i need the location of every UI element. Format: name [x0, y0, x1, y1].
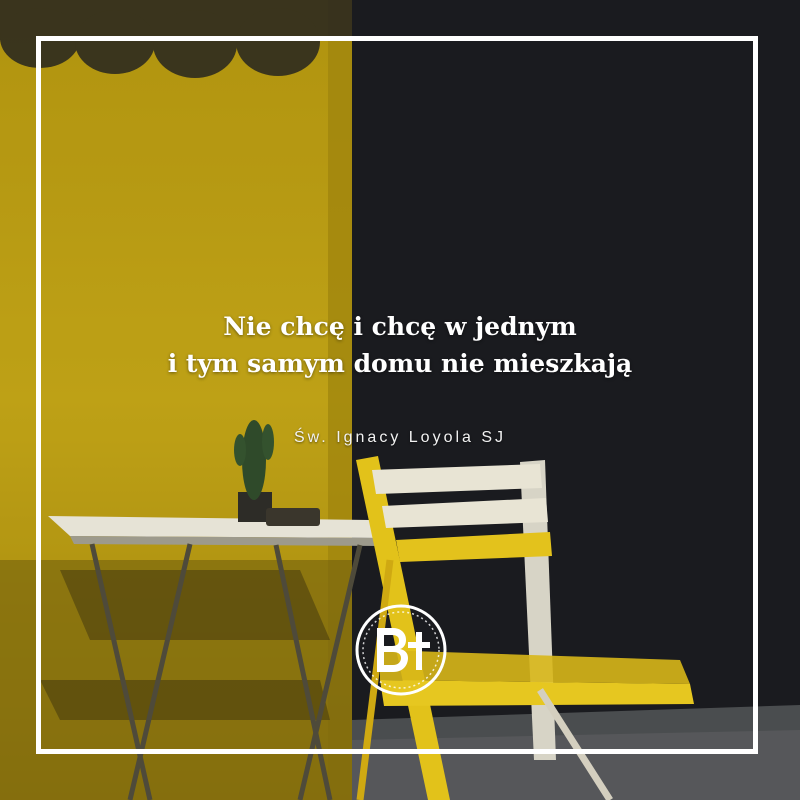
quote-line-2: i tym samym domu nie mieszkają	[167, 349, 633, 378]
quote-line-1: Nie chcę i chcę w jednym	[223, 312, 577, 341]
quote-author: Św. Ignacy Loyola SJ	[293, 429, 507, 446]
quote-text	[100, 308, 700, 382]
brand-logo-icon	[353, 602, 449, 698]
